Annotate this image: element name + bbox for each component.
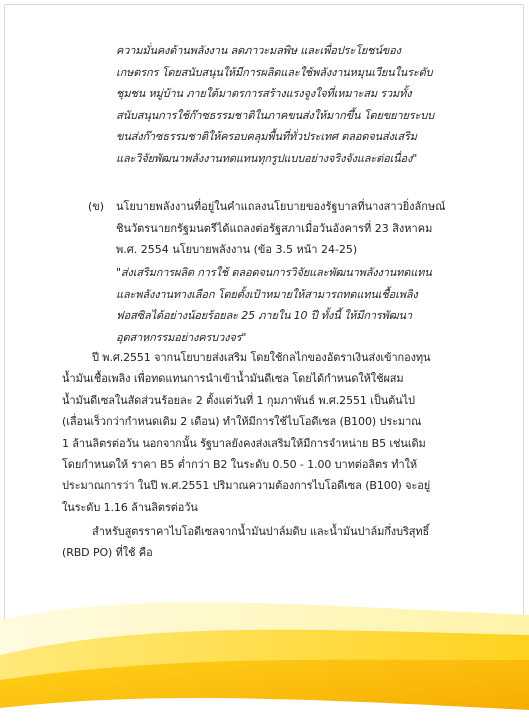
paragraph-line: 1 ล้านลิตรต่อวัน นอกจากนั้น รัฐบาลยังคงส่งเสริมให้มีการจำหน่าย B5 เช่นเดิม — [62, 436, 426, 450]
quote-line: และพลังงานทางเลือก โดยตั้งเป้าหมายให้สามารถทดแทนเชื้อเพลิง — [116, 287, 418, 301]
paragraph-line: น้ำมันดีเซลในสัดส่วนร้อยละ 2 ตั้งแต่วันที่ 1 กุมภาพันธ์ พ.ศ.2551 เป็นต้นไป — [62, 393, 415, 407]
item-line: พ.ศ. 2554 นโยบายพลังงาน (ข้อ 3.5 หน้า 24-25) — [116, 243, 358, 256]
body-paragraph-2551 — [62, 347, 430, 518]
list-item-text — [116, 196, 445, 261]
energy-policy-quote — [116, 40, 434, 169]
paragraph-line: ในระดับ 1.16 ล้านลิตรต่อวัน — [62, 500, 198, 514]
decorative-yellow-wave — [0, 560, 529, 727]
paragraph-line: โดยกำหนดให้ ราคา B5 ต่ำกว่า B2 ในระดับ 0.50 - 1.00 บาทต่อลิตร ทำให้ — [62, 458, 417, 472]
item-line: นโยบายพลังงานที่อยู่ในคำแถลงนโยบายของรัฐบาลที่นางสาวยิ่งลักษณ์ — [116, 200, 446, 213]
renewable-policy-quote — [116, 262, 432, 348]
quote-line: ชุมชน หมู่บ้าน ภายใต้มาตรการสร้างแรงจูงใจที่เหมาะสม รวมทั้ง — [116, 87, 412, 100]
quote-line: อุตสาหกรรมอย่างครบวงจร" — [116, 330, 247, 344]
quote-line: และวิจัยพัฒนาพลังงานทดแทนทุกรูปแบบอย่างจริงจังและต่อเนื่อง" — [116, 151, 418, 165]
item-line: ชินวัตรนายกรัฐมนตรีได้แถลงต่อรัฐสภาเมื่อวันอังคารที่ 23 สิงหาคม — [116, 221, 433, 235]
quote-line: เกษตรกร โดยสนับสนุนให้มีการผลิตและใช้พลังงานหมุนเวียนในระดับ — [116, 65, 433, 79]
list-marker: (ข) — [88, 200, 105, 213]
quote-line: ฟอสซิลได้อย่างน้อยร้อยละ 25 ภายใน 10 ปี ทั้งนี้ ให้มีการพัฒนา — [116, 309, 412, 322]
paragraph-line: (RBD PO) ที่ใช้ คือ — [62, 546, 153, 560]
body-paragraph-price-formula — [62, 521, 429, 564]
paragraph-line: (เลื่อนเร็วกว่ากำหนดเดิม 2 เดือน) ทำให้มีการใช้ไบโอดีเซล (B100) ประมาณ — [62, 415, 422, 429]
paragraph-line: สำหรับสูตรราคาไบโอดีเซลจากน้ำมันปาล์มดิบ และน้ำมันปาล์มกึ่งบริสุทธิ์ — [92, 525, 430, 538]
paragraph-line: ปี พ.ศ.2551 จากนโยบายส่งเสริม โดยใช้กลไกของอัตราเงินส่งเข้ากองทุน — [92, 351, 431, 364]
paragraph-line: ประมาณการว่า ในปี พ.ศ.2551 ปริมาณความต้องการไบโอดีเซล (B100) จะอยู่ — [62, 479, 431, 493]
quote-line: ความมั่นคงด้านพลังงาน ลดภาวะมลพิษ และเพื่อประโยชน์ของ — [116, 44, 401, 57]
paragraph-line: น้ำมันเชื้อเพลิง เพื่อทดแทนการนำเข้าน้ำมันดีเซล โดยได้กำหนดให้ใช้ผสม — [62, 372, 404, 386]
quote-line: สนับสนุนการใช้ก๊าซธรรมชาติในภาคขนส่งให้มากขึ้น โดยขยายระบบ — [116, 108, 434, 122]
quote-line: "ส่งเสริมการผลิต การใช้ ตลอดจนการวิจัยและพัฒนาพลังงานทดแทน — [116, 266, 432, 279]
quote-line: ขนส่งก๊าซธรรมชาติให้ครอบคลุมพื้นที่ทั่วประเทศ ตลอดจนส่งเสริม — [116, 130, 417, 143]
